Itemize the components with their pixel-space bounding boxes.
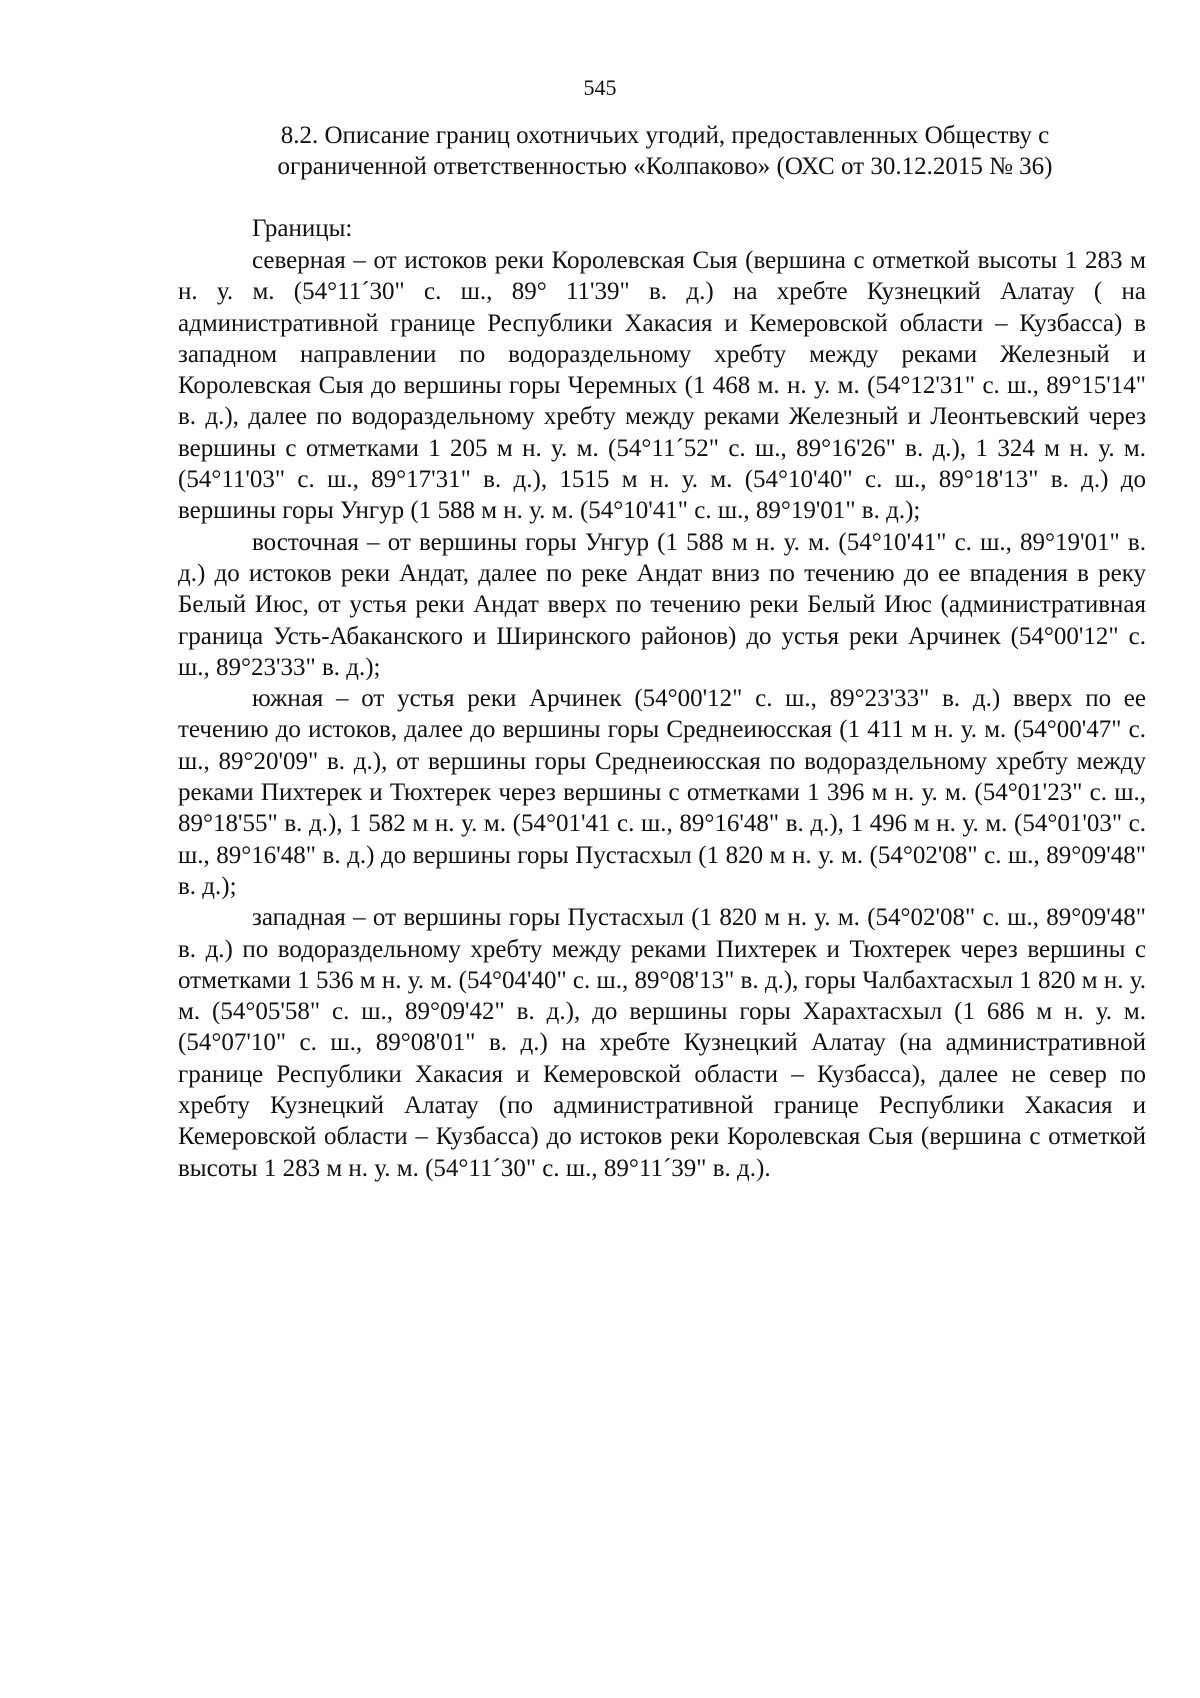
page-number: 545: [583, 75, 617, 100]
section-label: Границы:: [252, 215, 353, 242]
boundary-description: [178, 245, 1146, 1184]
paragraph-east-boundary: восточная – от вершины горы Унгур (1 588 м н. у. м. (54°10'41" с. ш., 89°19'01" в. д.) до истоков реки Андат, далее по реке Андат вниз по течению до ее впадения в реку Белый Июс, от устья реки Андат вверх по течению реки Белый Июс (административная граница Усть-Абаканского и Ширинского районов) до устья реки Арчинек (54°00'12" с. ш., 89°23'33" в. д.);: [178, 528, 1146, 681]
document-title: 8.2. Описание границ охотничьих угодий, предоставленных Обществу с ограниченной ответственностью «Колпаково» (ОХС от 30.12.2015 № 36): [277, 122, 1053, 180]
paragraph-west-boundary: западная – от вершины горы Пустасхыл (1 820 м н. у. м. (54°02'08" с. ш., 89°09'48" в. д.) по водораздельному хребту между реками Пихтерек и Тюхтерек через вершины с отметками 1 536 м н. у. м. (54°04'40" с. ш., 89°08'13" в. д.), горы Чалбахтасхыл 1 820 м н. у. м. (54°05'58" с. ш., 89°09'42" в. д.), до вершины горы Харахтасхыл (1 686 м н. у. м. (54°07'10" с. ш., 89°08'01" в. д.) на хребте Кузнецкий Алатау (на административной границе Республики Хакасия и Кемеровской области – Кузбасса), далее не север по хребту Кузнецкий Алатау (по административной границе Республики Хакасия и Кемеровской области – Кузбасса) до истоков реки Королевская Сыя (вершина с отметкой высоты 1 283 м н. у. м. (54°11´30" с. ш., 89°11´39" в. д.).: [178, 904, 1146, 1182]
paragraph-north-boundary: северная – от истоков реки Королевская Сыя (вершина с отметкой высоты 1 283 м н. у. м. (54°11´30" с. ш., 89° 11'39" в. д.) на хребте Кузнецкий Алатау ( на административной границе Республики Хакасия и Кемеровской области – Кузбасса) в западном направлении по водораздельному хребту между реками Железный и Королевская Сыя до вершины горы Черемных (1 468 м. н. у. м. (54°12'31" с. ш., 89°15'14" в. д.), далее по водораздельному хребту между реками Железный и Леонтьевский через вершины с отметками 1 205 м н. у. м. (54°11´52" с. ш., 89°16'26" в. д.), 1 324 м н. у. м. (54°11'03" с. ш., 89°17'31" в. д.), 1515 м н. у. м. (54°10'40" с. ш., 89°18'13" в. д.) до вершины горы Унгур (1 588 м н. у. м. (54°10'41" с. ш., 89°19'01" в. д.);: [178, 247, 1146, 525]
paragraph-south-boundary: южная – от устья реки Арчинек (54°00'12" с. ш., 89°23'33" в. д.) вверх по ее течению до истоков, далее до вершины горы Среднеиюсская (1 411 м н. у. м. (54°00'47" с. ш., 89°20'09" в. д.), от вершины горы Среднеиюсская по водораздельному хребту между реками Пихтерек и Тюхтерек через вершины с отметками 1 396 м н. у. м. (54°01'23" с. ш., 89°18'55" в. д.), 1 582 м н. у. м. (54°01'41 с. ш., 89°16'48" в. д.), 1 496 м н. у. м. (54°01'03" с. ш., 89°16'48" в. д.) до вершины горы Пустасхыл (1 820 м н. у. м. (54°02'08" с. ш., 89°09'48" в. д.);: [178, 685, 1146, 900]
